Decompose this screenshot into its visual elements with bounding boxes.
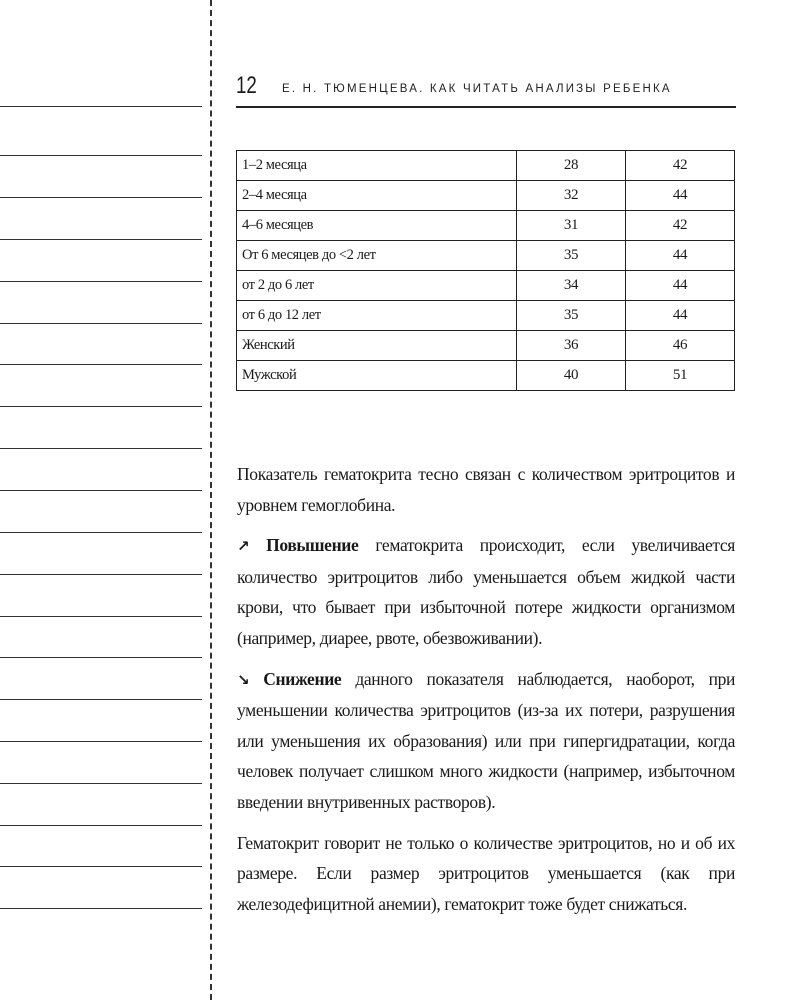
table-row xyxy=(237,211,735,241)
age-group-cell: 4–6 месяцев xyxy=(237,211,517,241)
note-line xyxy=(0,699,202,700)
max-value-cell: 44 xyxy=(626,271,735,301)
body-text xyxy=(237,459,735,929)
note-line xyxy=(0,197,202,198)
table-row xyxy=(237,241,735,271)
note-line xyxy=(0,364,202,365)
table-row xyxy=(237,301,735,331)
hematocrit-table xyxy=(236,150,735,391)
table-row xyxy=(237,271,735,301)
paragraph-increase xyxy=(237,530,735,653)
cut-line xyxy=(210,0,212,1000)
max-value-cell: 42 xyxy=(626,151,735,181)
increase-text: гематокрита происходит, если увеличивается количество эритроцитов либо уменьшается объем жидкой части крови, что бывает при избыточной потере жидкости организмом (например, диарее, рвоте, обезвоживании). xyxy=(237,535,735,648)
arrow-up-right-icon: ↗ xyxy=(237,537,250,556)
note-line xyxy=(0,616,202,617)
note-line xyxy=(0,741,202,742)
note-line xyxy=(0,323,202,324)
note-line xyxy=(0,155,202,156)
age-group-cell: От 6 месяцев до <2 лет xyxy=(237,241,517,271)
min-value-cell: 32 xyxy=(517,181,626,211)
running-title: Е. Н. ТЮМЕНЦЕВА. КАК ЧИТАТЬ АНАЛИЗЫ РЕБЕНКА xyxy=(282,83,672,95)
note-line xyxy=(0,448,202,449)
paragraph-decrease xyxy=(237,664,735,818)
min-value-cell: 40 xyxy=(517,361,626,391)
note-line xyxy=(0,783,202,784)
table-row xyxy=(237,181,735,211)
paragraph-intro: Показатель гематокрита тесно связан с количеством эритроцитов и уровнем гемоглобина. xyxy=(237,464,735,515)
note-line xyxy=(0,908,202,909)
note-line xyxy=(0,532,202,533)
notes-lines xyxy=(0,0,202,1000)
age-group-cell: 2–4 месяца xyxy=(237,181,517,211)
note-line xyxy=(0,825,202,826)
increase-keyword: Повышение xyxy=(266,535,359,556)
note-line xyxy=(0,281,202,282)
max-value-cell: 44 xyxy=(626,181,735,211)
max-value-cell: 42 xyxy=(626,211,735,241)
table-row xyxy=(237,331,735,361)
age-group-cell: от 6 до 12 лет xyxy=(237,301,517,331)
max-value-cell: 44 xyxy=(626,241,735,271)
arrow-down-right-icon: ↘ xyxy=(237,670,250,689)
table-row xyxy=(237,151,735,181)
note-line xyxy=(0,106,202,107)
min-value-cell: 28 xyxy=(517,151,626,181)
age-group-cell: Мужской xyxy=(237,361,517,391)
page-header xyxy=(236,72,736,108)
age-group-cell: Женский xyxy=(237,331,517,361)
paragraph-size-note: Гематокрит говорит не только о количестве эритроцитов, но и об их размере. Если размер эритроцитов уменьшается (как при железодефицитной анемии), гематокрит тоже будет снижаться. xyxy=(237,832,735,914)
note-line xyxy=(0,657,202,658)
max-value-cell: 44 xyxy=(626,301,735,331)
table-row xyxy=(237,361,735,391)
decrease-keyword: Снижение xyxy=(263,668,342,689)
min-value-cell: 31 xyxy=(517,211,626,241)
min-value-cell: 36 xyxy=(517,331,626,361)
decrease-text: данного показателя наблюдается, наоборот, при уменьшении количества эритроцитов (из-за их потери, разрушения или уменьшения их образования) или при гипергидратации, когда человек получает слишком много жидкости (например, избыточном введении внутривенных растворов). xyxy=(237,668,736,812)
min-value-cell: 35 xyxy=(517,301,626,331)
note-line xyxy=(0,406,202,407)
min-value-cell: 34 xyxy=(517,271,626,301)
table-body xyxy=(237,151,735,391)
note-line xyxy=(0,490,202,491)
note-line xyxy=(0,574,202,575)
age-group-cell: 1–2 месяца xyxy=(237,151,517,181)
age-group-cell: от 2 до 6 лет xyxy=(237,271,517,301)
note-line xyxy=(0,239,202,240)
min-value-cell: 35 xyxy=(517,241,626,271)
note-line xyxy=(0,866,202,867)
page-number: 12 xyxy=(236,72,257,99)
max-value-cell: 46 xyxy=(626,331,735,361)
max-value-cell: 51 xyxy=(626,361,735,391)
